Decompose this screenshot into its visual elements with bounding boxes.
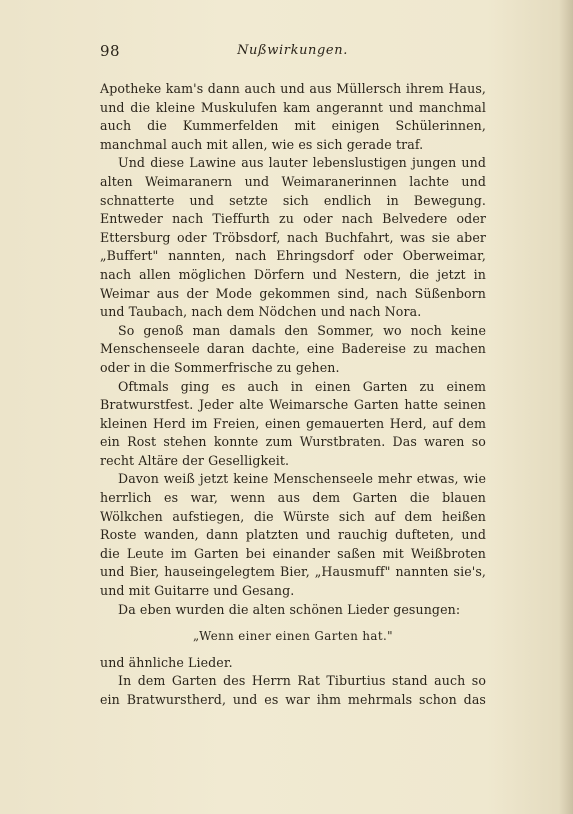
running-head: Nußwirkungen.	[237, 43, 348, 58]
paragraph-garten: Davon weiß jetzt keine Menschenseele mehr etwas, wie herrlich es war, wenn aus dem Garten die blauen Wölkchen aufstiegen, die Würste sich auf dem heißen Roste wanden, dann platzten und rauchig dufteten, und die Leute im Garten bei einander saßen mit Weißbroten und Bier, hauseingelegtem Bier, „Hausmuff" nannten sie's, und mit Guitarre und Gesang.	[100, 471, 486, 599]
paragraph-bratwurstfest: Oftmals ging es auch in einen Garten zu einem Bratwurstfest. Jeder alte Weimarsche Garten hatte seinen kleinen Herd im Freien, einen gemauerten Herd, auf dem ein Rost stehen konnte zum Wurstbraten. Das waren so recht Altäre der Geselligkeit.	[100, 378, 486, 468]
song-quote: „Wenn einer einen Garten hat."	[193, 629, 393, 644]
page-header	[100, 42, 485, 66]
paragraph-lawine: Und diese Lawine aus lauter lebenslustigen jungen und alten Weimaranern und Weimaranerinnen lachte und schnatterte und setzte sich endlich in Bewegung. Entweder nach Tieffurth zu oder nach Belvedere oder Ettersburg oder Tröbsdorf, nach Buchfahrt, was sie aber „Buffert" nannten, nach Ehringsdorf oder Oberweimar, nach allen möglichen Dörfern und Nestern, die jetzt in Weimar aus der Mode gekommen sind, nach Süßenborn und Taubach, nach dem Nödchen und nach Nora.	[100, 155, 486, 320]
paragraph-final: In dem Garten des Herrn Rat Tiburtius stand auch so ein Bratwurstherd, und es war ihm mehrmals schon das	[100, 673, 486, 707]
paragraph-lieder-intro: Da eben wurden die alten schönen Lieder gesungen:	[118, 601, 461, 617]
paragraph-after-verse: und ähnliche Lieder.	[100, 654, 233, 670]
body-text	[100, 80, 486, 710]
paragraph-continuation: Apotheke kam's dann auch und aus Müllersch ihrem Haus, und die kleine Muskulufen kam angerannt und manchmal auch die Kummerfelden mit einigen Schülerinnen, manchmal auch mit allen, wie es sich gerade traf.	[100, 81, 486, 152]
paragraph-sommer: So genoß man damals den Sommer, wo noch keine Menschenseele daran dachte, eine Badereise zu machen oder in die Sommerfrische zu gehen.	[100, 322, 486, 375]
page-number: 98	[100, 42, 121, 60]
page-edge-shadow	[559, 0, 573, 814]
